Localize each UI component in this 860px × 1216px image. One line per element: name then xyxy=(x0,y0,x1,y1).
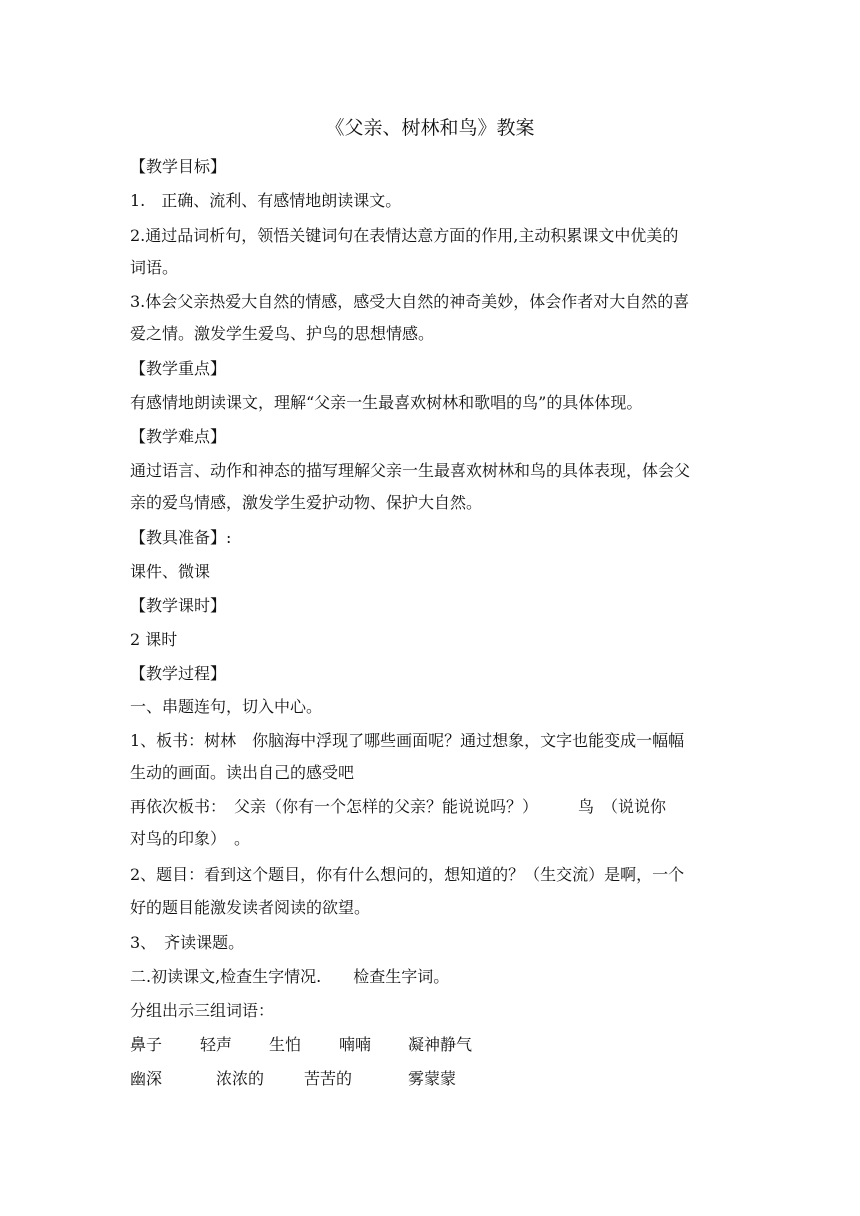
step-1-item-1-line-3: 再依次板书： 父亲（你有一个怎样的父亲？能说说吗？） 鸟 （说说你 xyxy=(130,797,667,816)
step-1-item-2-line-1: 2、题目：看到这个题目，你有什么想问的，想知道的？（生交流）是啊，一个 xyxy=(130,865,685,884)
objective-2-line-1: 2.通过品词析句，领悟关键词句在表情达意方面的作用,主动积累课文中优美的 xyxy=(130,226,679,245)
difficulties-heading: 【教学难点】 xyxy=(130,427,227,446)
objective-3-line-2: 爱之情。激发学生爱鸟、护鸟的思想情感。 xyxy=(130,324,435,343)
word-group-2 xyxy=(130,1069,530,1089)
word-item: 幽深 xyxy=(130,1069,163,1088)
objective-3-line-1: 3.体会父亲热爱大自然的情感，感受大自然的神奇美妙，体会作者对大自然的喜 xyxy=(130,292,690,311)
step-1-item-1-line-2: 生动的画面。读出自己的感受吧 xyxy=(130,763,355,782)
word-item: 苦苦的 xyxy=(304,1069,353,1088)
word-item: 鼻子 xyxy=(130,1035,163,1054)
difficulties-line-2: 亲的爱鸟情感，激发学生爱护动物、保护大自然。 xyxy=(130,493,483,512)
key-points-text: 有感情地朗读课文，理解“父亲一生最喜欢树林和歌唱的鸟”的具体体现。 xyxy=(130,393,643,412)
word-item: 浓浓的 xyxy=(216,1069,265,1088)
step-1-title: 一、串题连句，切入中心。 xyxy=(130,697,323,716)
word-item: 喃喃 xyxy=(339,1035,372,1054)
hours-text: 2 课时 xyxy=(130,630,178,649)
objective-1: 1. 正确、流利、有感情地朗读课文。 xyxy=(130,191,402,210)
step-2-title: 二.初读课文,检查生字情况. 检查生字词。 xyxy=(130,967,450,986)
step-1-item-2-line-2: 好的题目能激发读者阅读的欲望。 xyxy=(130,898,371,917)
word-item: 凝神静气 xyxy=(408,1035,473,1054)
step-1-item-1-line-4: 对鸟的印象） 。 xyxy=(130,829,251,848)
key-points-heading: 【教学重点】 xyxy=(130,359,227,378)
tools-heading: 【教具准备】: xyxy=(130,528,232,547)
objective-2-line-2: 词语。 xyxy=(130,258,179,277)
step-1-item-1-line-1: 1、板书：树林 你脑海中浮现了哪些画面呢？通过想象，文字也能变成一幅幅 xyxy=(130,731,685,750)
step-1-item-3: 3、 齐读课题。 xyxy=(130,933,245,952)
word-item: 雾蒙蒙 xyxy=(408,1069,457,1088)
word-item: 轻声 xyxy=(200,1035,233,1054)
process-heading: 【教学过程】 xyxy=(130,664,227,683)
document-title: 《父亲、树林和鸟》教案 xyxy=(325,117,535,139)
hours-heading: 【教学课时】 xyxy=(130,596,227,615)
tools-text: 课件、微课 xyxy=(130,562,211,581)
objectives-heading: 【教学目标】 xyxy=(130,157,227,176)
step-2-intro: 分组出示三组词语： xyxy=(130,1001,275,1020)
word-group-1 xyxy=(130,1035,530,1055)
word-item: 生怕 xyxy=(269,1035,302,1054)
difficulties-line-1: 通过语言、动作和神态的描写理解父亲一生最喜欢树林和鸟的具体表现，体会父 xyxy=(130,461,691,480)
